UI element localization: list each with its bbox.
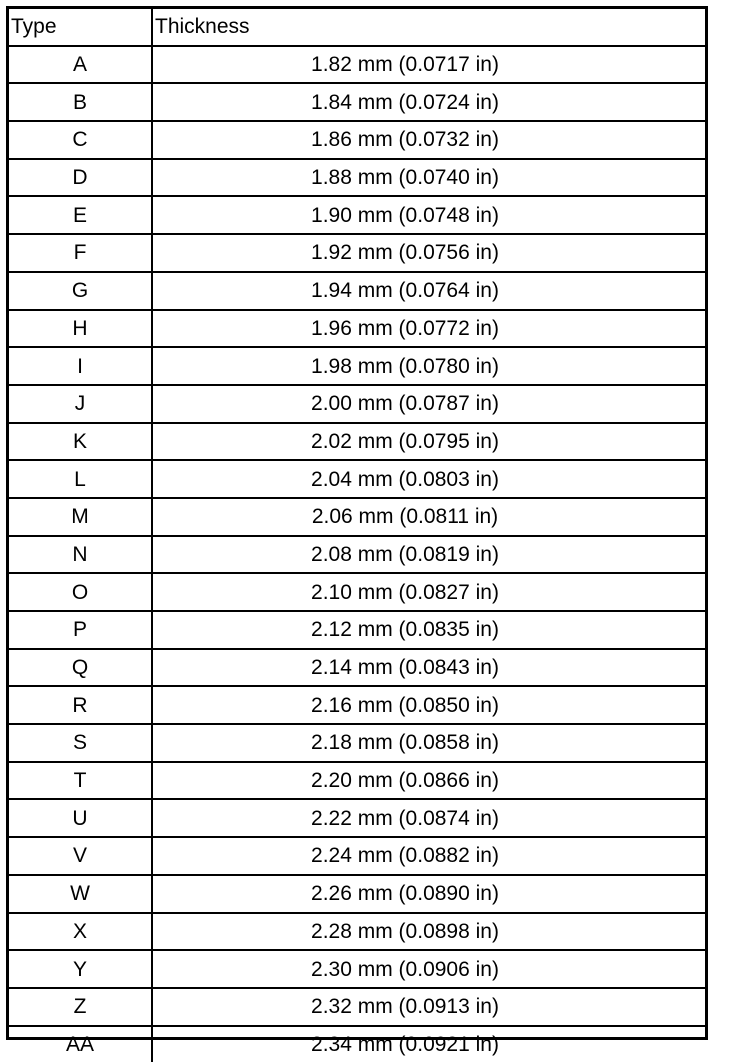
thickness-cell: 1.90 mm (0.0748 in) bbox=[152, 196, 705, 234]
thickness-cell: 2.04 mm (0.0803 in) bbox=[152, 460, 705, 498]
type-cell: Q bbox=[9, 649, 152, 687]
type-cell: Z bbox=[9, 988, 152, 1026]
type-cell: D bbox=[9, 159, 152, 197]
thickness-cell: 2.14 mm (0.0843 in) bbox=[152, 649, 705, 687]
thickness-cell: 2.34 mm (0.0921 in) bbox=[311, 1032, 499, 1056]
thickness-cell: 2.08 mm (0.0819 in) bbox=[152, 536, 705, 574]
table-row bbox=[9, 724, 705, 762]
thickness-cell: 2.24 mm (0.0882 in) bbox=[152, 837, 705, 875]
type-cell: AA bbox=[9, 1026, 152, 1062]
thickness-table bbox=[9, 9, 705, 1062]
type-cell: K bbox=[9, 423, 152, 461]
type-cell: E bbox=[9, 196, 152, 234]
table-row bbox=[9, 385, 705, 423]
thickness-cell: 2.28 mm (0.0898 in) bbox=[152, 913, 705, 951]
thickness-cell: 2.30 mm (0.0906 in) bbox=[152, 950, 705, 988]
table-row bbox=[9, 649, 705, 687]
table-row bbox=[9, 950, 705, 988]
table-header-row bbox=[9, 9, 705, 46]
table-row bbox=[9, 686, 705, 724]
thickness-cell: 2.20 mm (0.0866 in) bbox=[152, 762, 705, 800]
table-row bbox=[9, 875, 705, 913]
table-row bbox=[9, 121, 705, 159]
thickness-cell: 1.98 mm (0.0780 in) bbox=[152, 347, 705, 385]
table-row bbox=[9, 762, 705, 800]
table-row bbox=[9, 573, 705, 611]
table-row bbox=[9, 536, 705, 574]
thickness-cell: 1.94 mm (0.0764 in) bbox=[152, 272, 705, 310]
table-row bbox=[9, 611, 705, 649]
type-cell: U bbox=[9, 799, 152, 837]
type-cell: N bbox=[9, 536, 152, 574]
thickness-cell: 2.02 mm (0.0795 in) bbox=[152, 423, 705, 461]
table-row bbox=[9, 46, 705, 84]
type-cell: B bbox=[9, 83, 152, 121]
table-body bbox=[9, 46, 705, 1062]
table-row bbox=[9, 83, 705, 121]
table-row bbox=[9, 234, 705, 272]
table-row bbox=[9, 988, 705, 1026]
thickness-cell: 2.06 mm (0.0811 in) bbox=[152, 498, 705, 536]
table-row bbox=[9, 310, 705, 348]
table-row bbox=[9, 837, 705, 875]
thickness-cell: 2.10 mm (0.0827 in) bbox=[152, 573, 705, 611]
type-cell: Y bbox=[9, 950, 152, 988]
type-cell: F bbox=[9, 234, 152, 272]
thickness-cell: 1.88 mm (0.0740 in) bbox=[152, 159, 705, 197]
thickness-cell: 2.12 mm (0.0835 in) bbox=[152, 611, 705, 649]
type-cell: G bbox=[9, 272, 152, 310]
type-cell: P bbox=[9, 611, 152, 649]
type-cell: V bbox=[9, 837, 152, 875]
table-row bbox=[9, 423, 705, 461]
column-header-thickness: Thickness bbox=[152, 9, 705, 46]
table-row bbox=[9, 799, 705, 837]
table-row bbox=[9, 159, 705, 197]
type-cell: A bbox=[9, 46, 152, 84]
thickness-cell: 1.84 mm (0.0724 in) bbox=[152, 83, 705, 121]
type-cell: R bbox=[9, 686, 152, 724]
thickness-cell: 2.32 mm (0.0913 in) bbox=[152, 988, 705, 1026]
thickness-cell: 1.92 mm (0.0756 in) bbox=[152, 234, 705, 272]
type-cell: J bbox=[9, 385, 152, 423]
type-cell: H bbox=[9, 310, 152, 348]
thickness-cell: 2.16 mm (0.0850 in) bbox=[152, 686, 705, 724]
type-cell: L bbox=[9, 460, 152, 498]
thickness-cell: 2.22 mm (0.0874 in) bbox=[152, 799, 705, 837]
table-row bbox=[9, 272, 705, 310]
thickness-cell: 1.82 mm (0.0717 in) bbox=[152, 46, 705, 84]
type-cell: I bbox=[9, 347, 152, 385]
type-cell: S bbox=[9, 724, 152, 762]
thickness-cell: 1.86 mm (0.0732 in) bbox=[152, 121, 705, 159]
type-cell: M bbox=[9, 498, 152, 536]
table-row bbox=[9, 913, 705, 951]
type-cell: T bbox=[9, 762, 152, 800]
type-cell: X bbox=[9, 913, 152, 951]
table-row bbox=[9, 196, 705, 234]
thickness-cell: 2.18 mm (0.0858 in) bbox=[152, 724, 705, 762]
table-row bbox=[9, 347, 705, 385]
thickness-cell: 2.26 mm (0.0890 in) bbox=[152, 875, 705, 913]
type-cell: W bbox=[9, 875, 152, 913]
thickness-table-frame bbox=[6, 6, 708, 1056]
table-row bbox=[9, 460, 705, 498]
thickness-cell: 2.00 mm (0.0787 in) bbox=[152, 385, 705, 423]
table-row bbox=[9, 498, 705, 536]
column-header-type: Type bbox=[9, 9, 152, 46]
thickness-cell: 1.96 mm (0.0772 in) bbox=[152, 310, 705, 348]
type-cell: C bbox=[9, 121, 152, 159]
type-cell: O bbox=[9, 573, 152, 611]
